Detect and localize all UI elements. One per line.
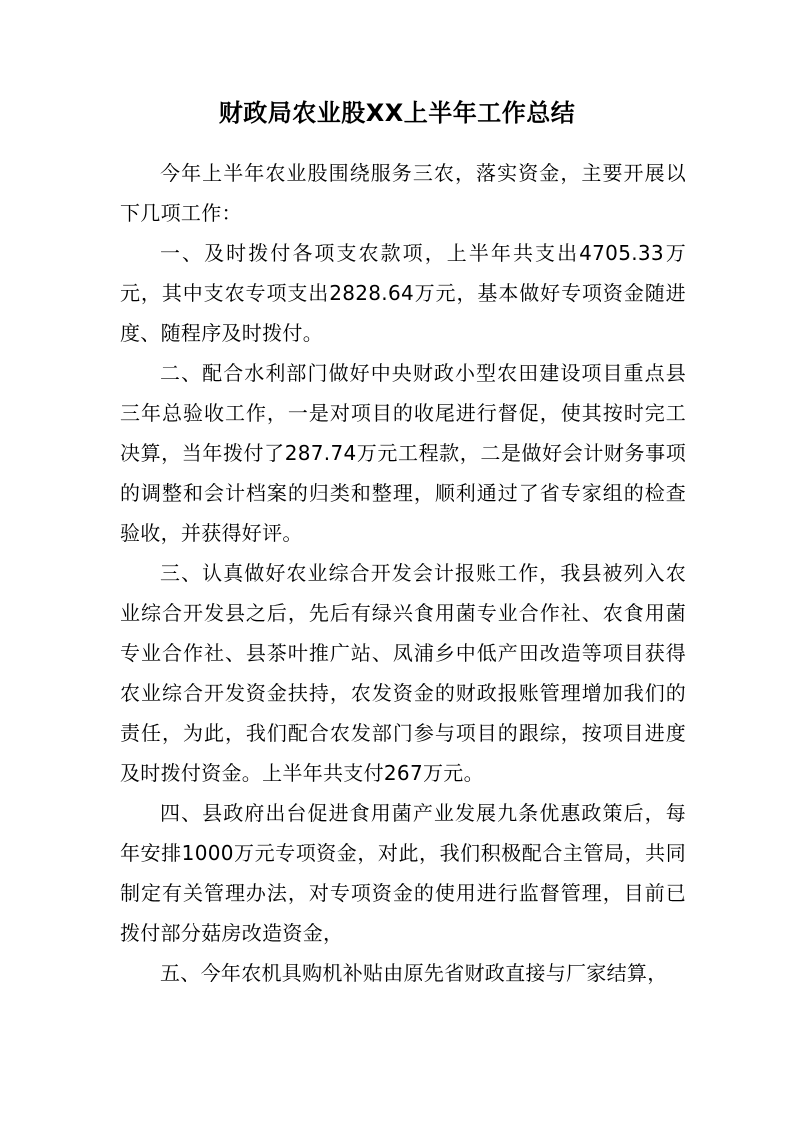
document-body <box>120 153 686 993</box>
paragraph-intro: 今年上半年农业股围绕服务三农，落实资金，主要开展以下几项工作： <box>120 161 686 225</box>
paragraph-item-1: 一、及时拨付各项支农款项，上半年共支出4705.33万元，其中支农专项支出2828.64万元，基本做好专项资金随进度、随程序及时拨付。 <box>120 241 686 345</box>
paragraph-item-2: 二、配合水利部门做好中央财政小型农田建设项目重点县三年总验收工作，一是对项目的收尾进行督促，使其按时完工决算，当年拨付了287.74万元工程款，二是做好会计财务事项的调整和会计档案的归类和整理，顺利通过了省专家组的检查验收，并获得好评。 <box>120 361 686 545</box>
paragraph-item-4: 四、县政府出台促进食用菌产业发展九条优惠政策后，每年安排1000万元专项资金，对此，我们积极配合主管局，共同制定有关管理办法，对专项资金的使用进行监督管理，目前已拨付部分菇房改造资金， <box>120 801 686 945</box>
paragraph-item-5: 五、今年农机具购机补贴由原先省财政直接与厂家结算， <box>160 961 668 985</box>
paragraph-item-3: 三、认真做好农业综合开发会计报账工作，我县被列入农业综合开发县之后，先后有绿兴食用菌专业合作社、农食用菌专业合作社、县茶叶推广站、凤浦乡中低产田改造等项目获得农业综合开发资金扶持，农发资金的财政报账管理增加我们的责任，为此，我们配合农发部门参与项目的跟综，按项目进度及时拨付资金。上半年共支付267万元。 <box>120 561 686 785</box>
document-title: 财政局农业股XX上半年工作总结 <box>218 99 576 127</box>
